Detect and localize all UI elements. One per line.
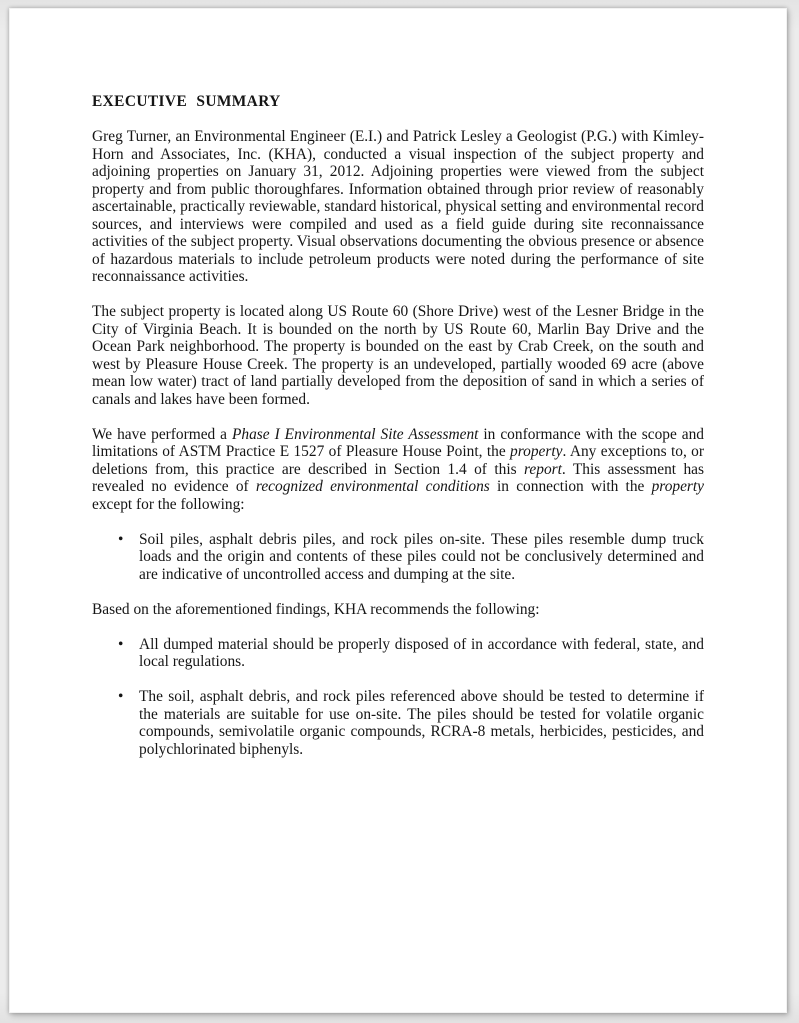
bullet-icon: • (118, 530, 124, 548)
recommendation-item-disposal (92, 636, 704, 671)
recommendation-text: All dumped material should be properly disposed of in accordance with federal, state, and local regulations. (139, 635, 704, 670)
recommendations-list (92, 636, 704, 759)
recommendation-item-testing (92, 688, 704, 758)
finding-text: Soil piles, asphalt debris piles, and rock piles on-site. These piles resemble dump truck loads and the origin and contents of these piles could not be conclusively determined and are indicative of uncontrolled access and dumping at the site. (139, 530, 704, 583)
findings-list (92, 531, 704, 584)
bullet-icon: • (118, 635, 124, 653)
paragraph-recommendations-intro: Based on the aforementioned findings, KHA recommends the following: (92, 600, 540, 618)
document-page (9, 8, 787, 1013)
paragraph-property-location: The subject property is located along US Route 60 (Shore Drive) west of the Lesner Bridge in the City of Virginia Beach. It is bounded on the north by US Route 60, Marlin Bay Drive and the Ocean Park neighborhood. The property is bounded on the east by Crab Creek, on the south and west by Pleasure House Creek. The property is an undeveloped, partially wooded 69 acre (above mean low water) tract of land partially developed from the deposition of sand in which a series of canals and lakes have been formed. (92, 303, 704, 408)
finding-item-soil-piles (92, 531, 704, 584)
section-heading: EXECUTIVE SUMMARY (92, 93, 281, 110)
bullet-icon: • (118, 688, 124, 705)
paragraph-assessment-scope: We have performed a Phase I Environmental Site Assessment in conformance with the scope and limitations of ASTM Practice E 1527 of Pleasure House Point, the property. Any exceptions to, or deletions from, this practice are described in Section 1.4 of this report. This assessment has revealed no evidence of recognized environmental conditions in connection with the property except for the following: (92, 425, 705, 513)
recommendation-text: The soil, asphalt debris, and rock piles referenced above should be tested to determine if the materials are suitable for use on-site. The piles should be tested for volatile organic compounds, semivolatile organic compounds, RCRA-8 metals, herbicides, pesticides, and polychlorinated biphenyls. (139, 688, 704, 758)
paragraph-site-inspection: Greg Turner, an Environmental Engineer (E.I.) and Patrick Lesley a Geologist (P.G.) with Kimley-Horn and Associates, Inc. (KHA), conducted a visual inspection of the subject property and adjoining properties on January 31, 2012. Adjoining properties were viewed from the subject property and from public thoroughfares. Information obtained through prior review of reasonably ascertainable, practically reviewable, standard historical, physical setting and environmental record sources, and interviews were compiled and used as a field guide during site reconnaissance activities of the subject property. Visual observations documenting the obvious presence or absence of hazardous materials to include petroleum products were noted during the performance of site reconnaissance activities. (92, 128, 704, 285)
